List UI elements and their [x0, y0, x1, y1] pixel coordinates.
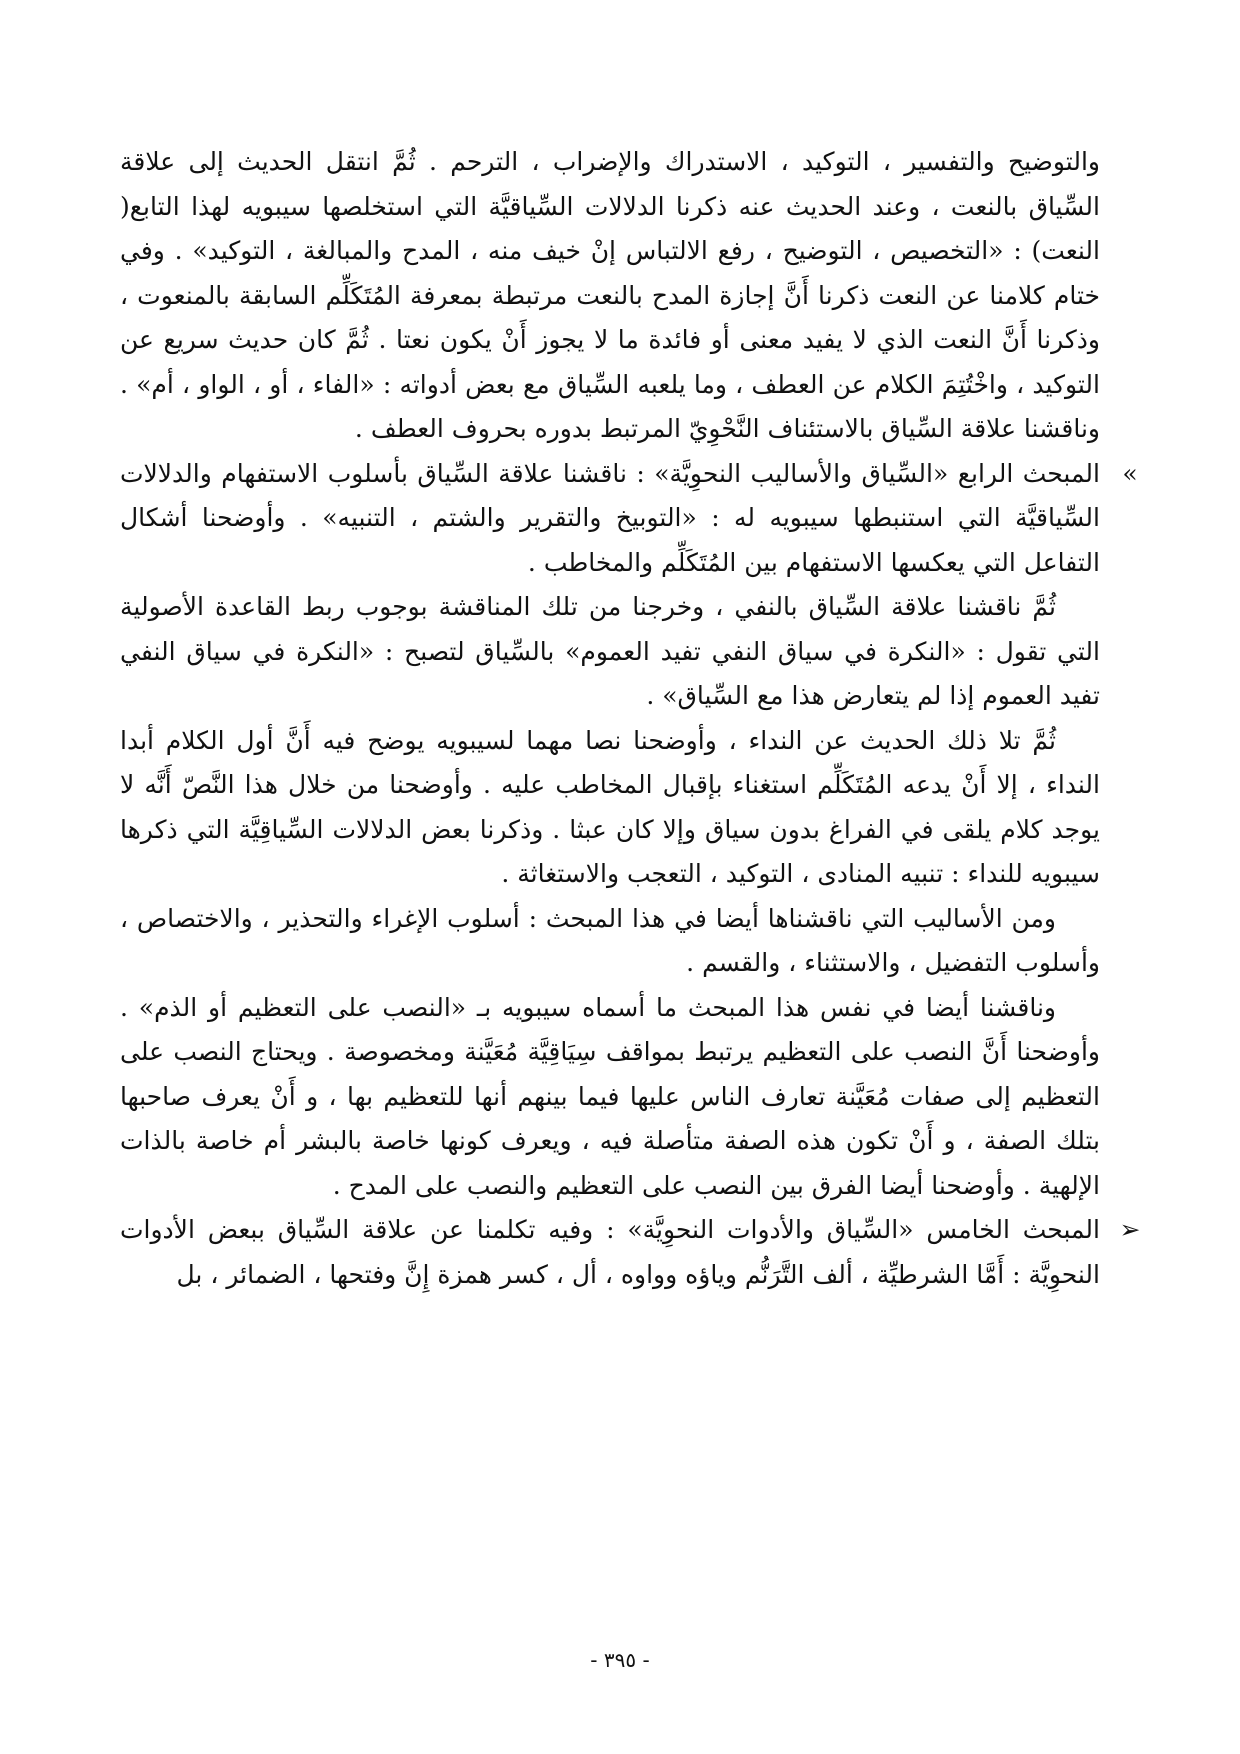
page-number: - ٣٩٥ - [590, 1648, 650, 1672]
paragraph-tazim: وناقشنا أيضا في نفس هذا المبحث ما أسماه سيبويه بـ «النصب على التعظيم أو الذم» . وأوضحنا أَنَّ النصب على التعظيم يرتبط بمواقف سِيَاقِيَّة مُعَيَّنة ومخصوصة . ويحتاج النصب على التعظيم إلى صفات مُعَيَّنة تعارف الناس عليها فيما بينهم أنها للتعظيم بها ، و أَنْ يعرف صاحبها بتلك الصفة ، و أَنْ تكون هذه الصفة متأصلة فيه ، ويعرف كونها خاصة بالبشر أم خاصة بالذات الإلهية . وأوضحنا أيضا الفرق بين النصب على التعظيم والنصب على المدح . [120, 992, 1100, 1200]
section-four-block [120, 452, 1138, 586]
guillemet-bullet-icon: » [1122, 458, 1138, 488]
paragraph-summary-naat-atf: والتوضيح والتفسير ، التوكيد ، الاستدراك والإضراب ، الترحم . ثُمَّ انتقل الحديث إلى علاقة السِّياق بالنعت ، وعند الحديث عنه ذكرنا الدلالات السِّياقيَّة التي استخلصها سيبويه لهذا التابع( النعت) : «التخصيص ، التوضيح ، رفع الالتباس إنْ خيف منه ، المدح والمبالغة ، التوكيد» . وفي ختام كلامنا عن النعت ذكرنا أَنَّ إجازة المدح بالنعت مرتبطة بمعرفة المُتَكَلِّم السابقة بالمنعوت ، وذكرنا أَنَّ النعت الذي لا يفيد معنى أو فائدة ما لا يجوز أَنْ يكون نعتا . ثُمَّ كان حديث سريع عن التوكيد ، واخْتُتِمَ الكلام عن العطف ، وما يلعبه السِّياق مع بعض أدواته : «الفاء ، أو ، الواو ، أم» . وناقشنا علاقة السِّياق بالاستئناف النَّحْوِيّ المرتبط بدوره بحروف العطف . [120, 147, 1100, 443]
arrowhead-bullet-icon: ➢ [1119, 1215, 1141, 1244]
page-body [120, 140, 1141, 1297]
paragraph-nida: ثُمَّ تلا ذلك الحديث عن النداء ، وأوضحنا نصا مهما لسيبويه يوضح فيه أَنَّ أول الكلام أبدا النداء ، إلا أَنْ يدعه المُتَكَلِّم استغناء بإقبال المخاطب عليه . وأوضحنا من خلال هذا النَّصّ أَنَّه لا يوجد كلام يلقى في الفراغ بدون سياق وإلا كان عبثا . وذكرنا بعض الدلالات السِّياقِيَّة التي ذكرها سيبويه للنداء : تنبيه المنادى ، التوكيد ، التعجب والاستغاثة . [120, 725, 1100, 888]
paragraph-section-five-adawat: المبحث الخامس «السِّياق والأدوات النحوِيَّة» : وفيه تكلمنا عن علاقة السِّياق ببعض الأدوات النحوِيَّة : أَمَّا الشرطيِّة ، ألف التَّرَنُّم وياؤه وواوه ، أل ، كسر همزة إِنَّ وفتحها ، الضمائر ، بل [120, 1215, 1100, 1289]
paragraph-section-four-istifham: المبحث الرابع «السِّياق والأساليب النحوِيَّة» : ناقشنا علاقة السِّياق بأسلوب الاستفهام والدلالات السِّياقيَّة التي استنبطها سيبويه له : «التوبيخ والتقرير والشتم ، التنبيه» . وأوضحنا أشكال التفاعل التي يعكسها الاستفهام بين المُتَكَلِّم والمخاطب . [120, 458, 1100, 577]
paragraph-nafy: ثُمَّ ناقشنا علاقة السِّياق بالنفي ، وخرجنا من تلك المناقشة بوجوب ربط القاعدة الأصولية التي تقول : «النكرة في سياق النفي تفيد العموم» بالسِّياق لتصبح : «النكرة في سياق النفي تفيد العموم إذا لم يتعارض هذا مع السِّياق» . [120, 592, 1100, 710]
paragraph-asalib: ومن الأساليب التي ناقشناها أيضا في هذا المبحث : أسلوب الإغراء والتحذير ، والاختصاص ، وأسلوب التفضيل ، والاستثناء ، والقسم . [120, 903, 1100, 977]
section-five-block [120, 1208, 1141, 1297]
